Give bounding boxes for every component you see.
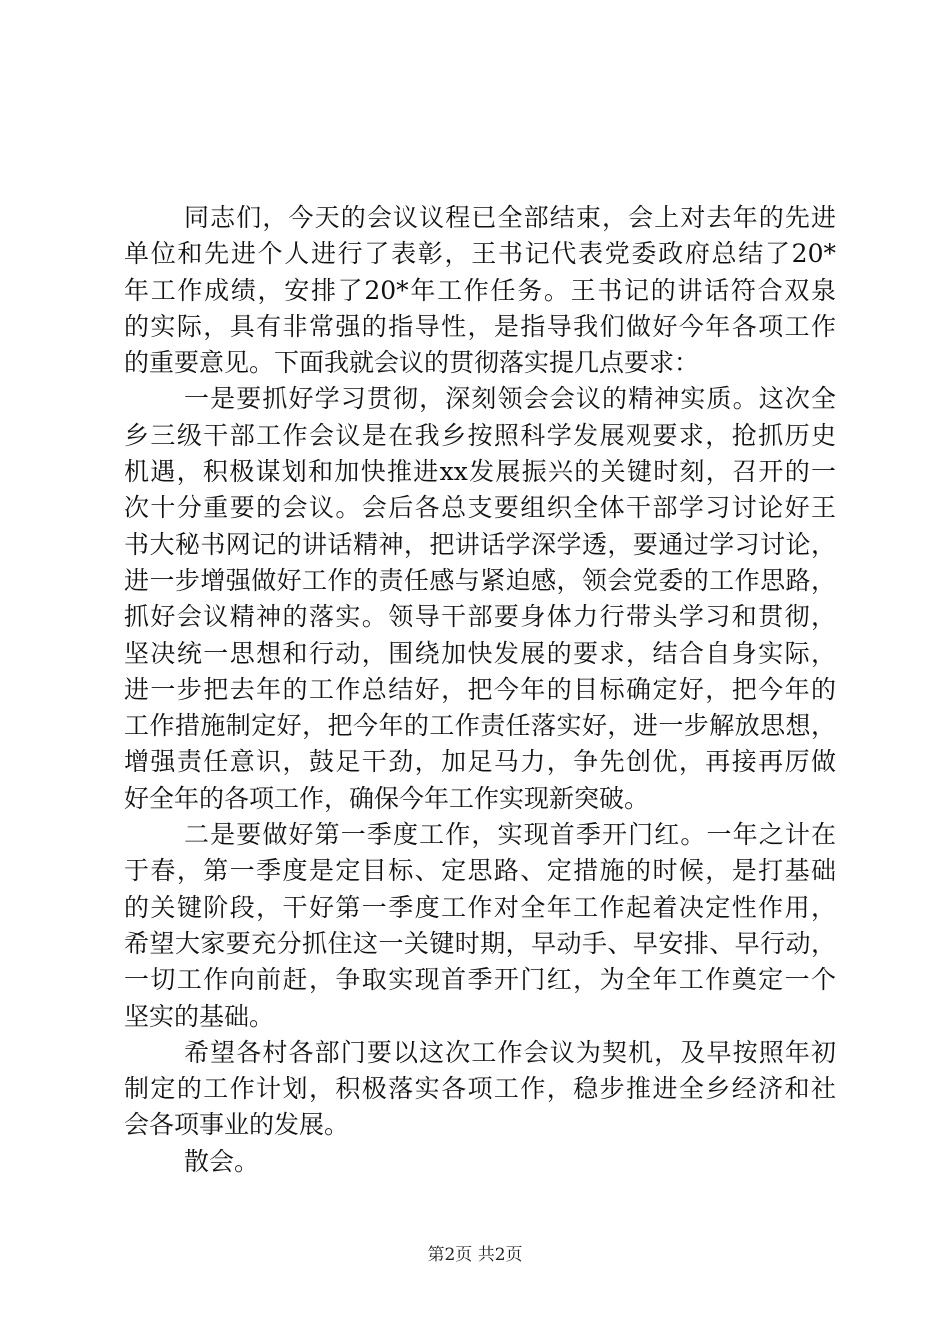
- text-line: 年工作成绩，安排了20*年工作任务。王书记的讲话符合双泉: [124, 275, 836, 305]
- text-line: 坚实的基础。: [124, 1001, 275, 1031]
- text-line: 希望各村各部门要以这次工作会议为契机，及早按照年初: [184, 1037, 836, 1067]
- text-line: 书大秘书网记的讲话精神，把讲话学深学透，要通过学习讨论，: [124, 529, 836, 559]
- document-body: [124, 200, 836, 1180]
- text-line: 会各项事业的发展。: [124, 1110, 350, 1140]
- text-line: 乡三级干部工作会议是在我乡按照科学发展观要求，抢抓历史: [124, 420, 836, 450]
- text-line: 好全年的各项工作，确保今年工作实现新突破。: [124, 783, 650, 813]
- text-line: 的关键阶段，干好第一季度工作对全年工作起着决定性作用，: [124, 892, 836, 922]
- text-line: 抓好会议精神的落实。领导干部要身体力行带头学习和贯彻，: [124, 602, 836, 632]
- text-line: 增强责任意识，鼓足干劲，加足马力，争先创优，再接再厉做: [124, 747, 836, 777]
- text-line: 于春，第一季度是定目标、定思路、定措施的时候，是打基础: [124, 856, 836, 886]
- text-line: 次十分重要的会议。会后各总支要组织全体干部学习讨论好王: [124, 493, 836, 523]
- page-number: 第2页 共2页: [427, 1245, 523, 1265]
- text-line: 一切工作向前赶，争取实现首季开门红，为全年工作奠定一个: [124, 965, 836, 995]
- text-line: 的实际，具有非常强的指导性，是指导我们做好今年各项工作: [124, 311, 836, 341]
- text-line: 进一步增强做好工作的责任感与紧迫感，领会党委的工作思路，: [124, 565, 836, 595]
- text-line: 坚决统一思想和行动，围绕加快发展的要求，结合自身实际，: [124, 638, 836, 668]
- text-line: 一是要抓好学习贯彻，深刻领会会议的精神实质。这次全: [184, 384, 836, 414]
- page-footer: [0, 1240, 950, 1265]
- text-line: 二是要做好第一季度工作，实现首季开门红。一年之计在: [184, 820, 836, 850]
- text-line: 制定的工作计划，积极落实各项工作，稳步推进全乡经济和社: [124, 1074, 836, 1104]
- text-line: 单位和先进个人进行了表彰，王书记代表党委政府总结了20*: [124, 239, 836, 269]
- text-line: 进一步把去年的工作总结好，把今年的目标确定好，把今年的: [124, 674, 836, 704]
- text-line: 工作措施制定好，把今年的工作责任落实好，进一步解放思想，: [124, 711, 836, 741]
- text-line: 的重要意见。下面我就会议的贯彻落实提几点要求：: [124, 348, 700, 378]
- text-line: 散会。: [184, 1146, 260, 1176]
- text-line: 希望大家要充分抓住这一关键时期，早动手、早安排、早行动，: [124, 928, 836, 958]
- text-line: 同志们，今天的会议议程已全部结束，会上对去年的先进: [184, 203, 836, 232]
- text-line: 机遇，积极谋划和加快推进xx发展振兴的关键时刻，召开的一: [124, 457, 836, 487]
